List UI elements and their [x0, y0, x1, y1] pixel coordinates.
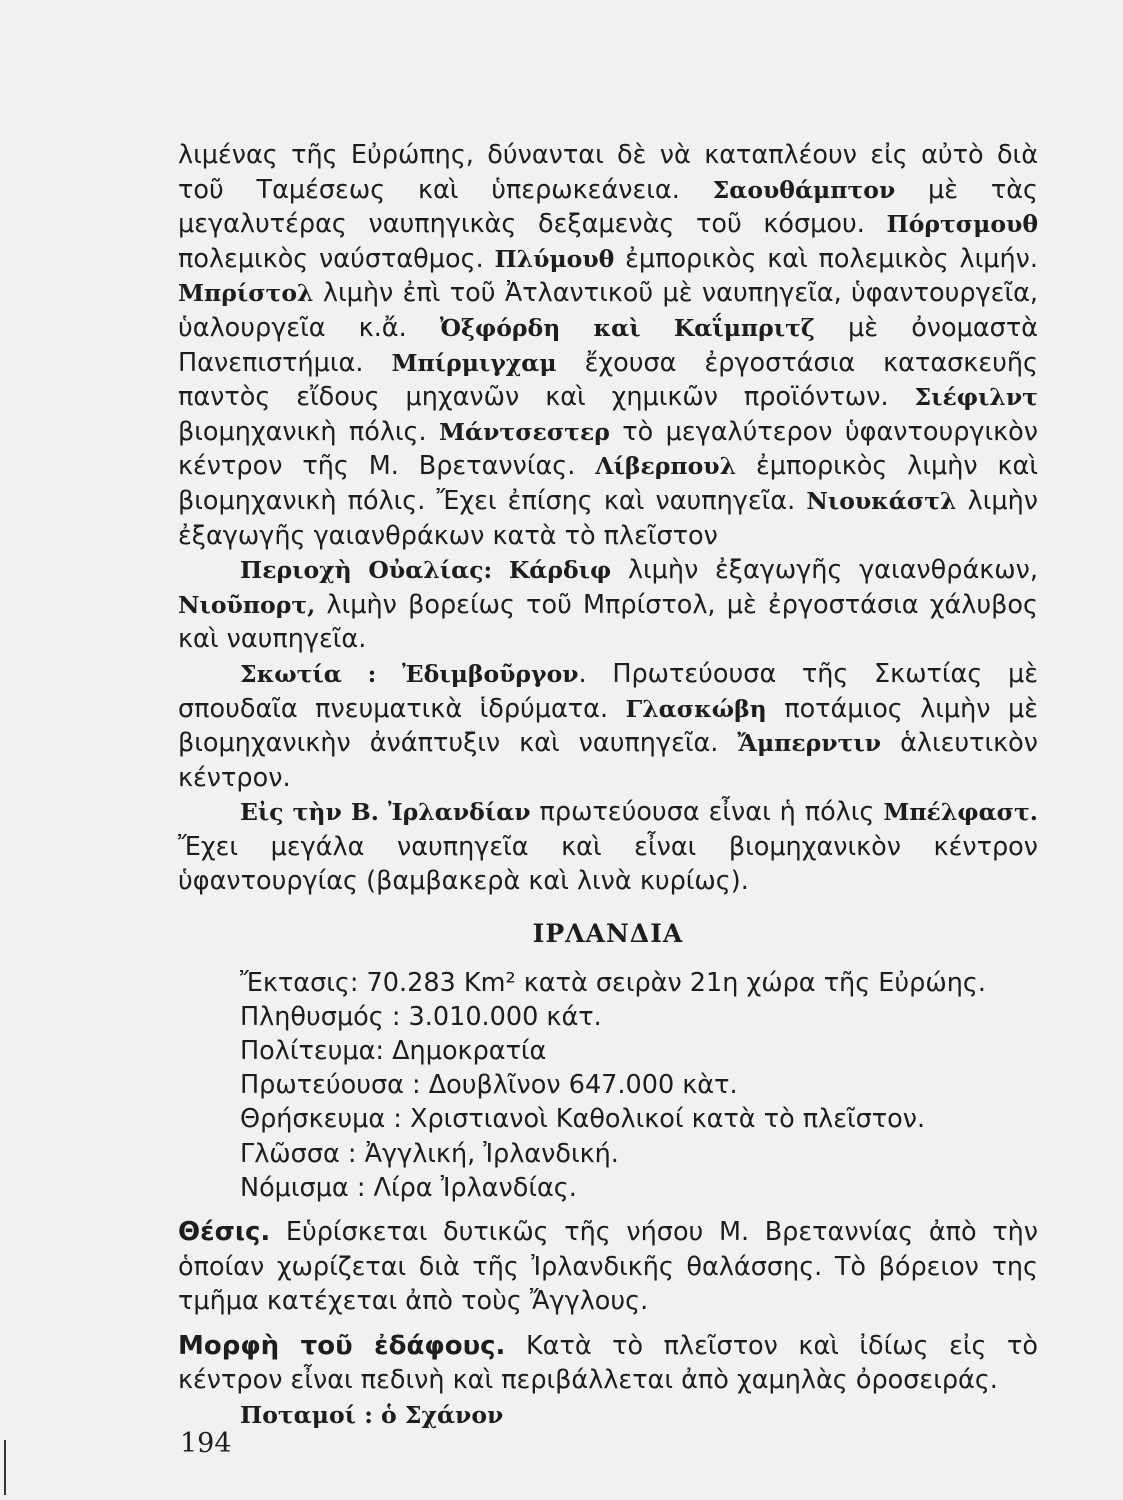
text-run: μὲ ὀνομαστὰ Πανεπιστήμια.: [178, 312, 1038, 378]
country-facts: [178, 966, 1038, 1205]
region-name: Σκωτία : Ἐδιμβοῦργον: [240, 659, 579, 688]
city-name: Σαουθάμπτον: [712, 175, 896, 204]
city-name: Λίβερπουλ: [595, 452, 737, 481]
fact-capital: Πρωτεύουσα : Δουβλῖνον 647.000 κὰτ.: [240, 1070, 738, 1101]
paragraph-wales: [178, 553, 1038, 657]
text-run: πολεμικὸς ναύσταθμος.: [178, 243, 495, 274]
text-run: πρωτεύουσα εἶναι ἡ πόλις: [530, 797, 884, 828]
fact-language: Γλῶσσα : Ἀγγλική, Ἰρλανδική.: [240, 1138, 619, 1169]
paragraph-rivers: [178, 1398, 1038, 1433]
city-name: Ἄμπερντιν: [737, 729, 882, 758]
city-name: Κάρδιφ: [508, 556, 612, 585]
text-run: τὸ μεγαλύτερον ὑφαντουργικὸν κέντρον τῆς Μ. Βρεταννίας.: [178, 416, 1039, 482]
page-body: [178, 138, 1038, 1433]
page-number: 194: [180, 1428, 232, 1459]
city-name: Μπίρμιγχαμ: [391, 348, 557, 377]
city-name: Μάντσεστερ: [439, 417, 610, 446]
city-name: Γλασκώβη: [625, 694, 767, 723]
text-run: ἐμπορικὸς καὶ πολεμικὸς λιμήν.: [614, 243, 1038, 274]
text-run: λιμὴν βορείως τοῦ Μπρίστολ, μὲ ἐργοστάσια χάλυβος καὶ ναυπηγεῖα.: [178, 589, 1038, 655]
fact-area: Ἔκτασις: 70.283 Km² κατὰ σειρὰν 21η χώρα τῆς Εὐρώης.: [240, 967, 986, 998]
region-name: Περιοχὴ Οὐαλίας:: [240, 556, 493, 585]
spacer: [178, 1319, 1038, 1329]
fact-religion: Θρήσκευμα : Χριστιανοὶ Καθολικοί κατὰ τὸ πλεῖστον.: [240, 1104, 926, 1135]
city-name: Πλύμουθ: [494, 244, 615, 273]
city-name: Σιέφιλντ: [914, 383, 1038, 412]
binding-edge: [4, 1440, 6, 1495]
paragraph-england-cities: [178, 138, 1038, 553]
text-run: βιομηχανικὴ πόλις.: [178, 416, 439, 447]
text-run: ἁλιευτικὸν κέντρον.: [178, 728, 1038, 793]
subsection-title: Μορφὴ τοῦ ἐδάφους.: [178, 1330, 506, 1361]
text-run: λιμὴν ἐπὶ τοῦ Ἀτλαντικοῦ μὲ ναυπηγεῖα, ὑφαντουργεῖα, ὑαλουργεῖα κ.ἄ.: [178, 278, 1038, 343]
text-run: Κατὰ τὸ πλεῖστον καὶ ἰδίως εἰς τὸ κέντρον εἶναι πεδινὴ καὶ περιβάλλεται ἀπὸ χαμηλὰς ὀροσειράς.: [178, 1330, 1039, 1396]
city-name: Πόρτσμουθ: [886, 210, 1038, 239]
fact-currency: Νόμισμα : Λίρα Ἰρλανδίας.: [240, 1172, 577, 1203]
fact-government: Πολίτευμα: Δημοκρατία: [240, 1036, 547, 1067]
city-name: Μπρίστολ: [178, 279, 314, 308]
city-name: Ὀξφόρδη καὶ Καΐμπριτζ: [439, 313, 815, 342]
city-name: Μπέλφαστ.: [883, 798, 1038, 827]
paragraph-position: [178, 1215, 1038, 1319]
text-run: ἐμπορικὸς λιμὴν καὶ βιομηχανικὴ πόλις. Ἔχει ἐπίσης καὶ ναυπηγεῖα.: [178, 451, 1038, 516]
text-run: λιμὴν ἐξαγωγῆς γαιανθράκων κατὰ τὸ πλεῖστον: [178, 485, 1038, 551]
city-name: Νιοῦπορτ,: [178, 590, 316, 619]
text-run: λιμένας τῆς Εὐρώπης, δύνανται δὲ νὰ καταπλέουν εἰς αὐτὸ διὰ τοῦ Ταμέσεως καὶ ὑπερωκεάνεια.: [178, 140, 1038, 205]
text-run: Εὑρίσκεται δυτικῶς τῆς νήσου Μ. Βρεταννίας ἀπὸ τὴν ὁποίαν χωρίζεται διὰ τῆς Ἰρλανδικῆς θαλάσσης. Τὸ βόρειον της τμῆμα κατέχεται ἀπὸ τοὺς Ἄγγλους.: [178, 1217, 1038, 1317]
text-run: μὲ τὰς μεγαλυτέρας ναυπηγικὰς δεξαμενὰς τοῦ κόσμου.: [178, 174, 1038, 240]
city-name: Νιουκάστλ: [806, 486, 957, 515]
paragraph-northern-ireland: [178, 795, 1038, 899]
text-run: ποτάμιος λιμὴν μὲ βιομηχανικὴν ἀνάπτυξιν καὶ ναυπηγεῖα.: [178, 693, 1038, 759]
subsection-title: Ποταμοί : ὁ Σχάνον: [240, 1401, 504, 1430]
subsection-title: Θέσις.: [178, 1217, 271, 1248]
section-heading: ΙΡΛΑΝΔΙΑ: [532, 919, 684, 949]
text-run: . Πρωτεύουσα τῆς Σκωτίας μὲ σπουδαῖα πνευματικὰ ἱδρύματα.: [178, 658, 1038, 724]
paragraph-scotland: [178, 657, 1038, 795]
text-run: λιμὴν ἐξαγωγῆς γαιανθράκων,: [611, 555, 1038, 586]
region-name: Εἰς τὴν Β. Ἰρλανδίαν: [240, 798, 531, 827]
text-run: Ἔχει μεγάλα ναυπηγεῖα καὶ εἶναι βιομηχανικὸν κέντρον ὑφαντουργίας (βαμβακερὰ καὶ λινὰ κυρίως).: [178, 831, 1038, 897]
paragraph-terrain: [178, 1329, 1038, 1398]
text-run: ἔχουσα ἐργοστάσια κατασκευῆς παντὸς εἴδους μηχανῶν καὶ χημικῶν προϊόντων.: [178, 347, 1038, 413]
spacer: [178, 1205, 1038, 1215]
fact-population: Πληθυσμός : 3.010.000 κάτ.: [240, 1001, 602, 1032]
